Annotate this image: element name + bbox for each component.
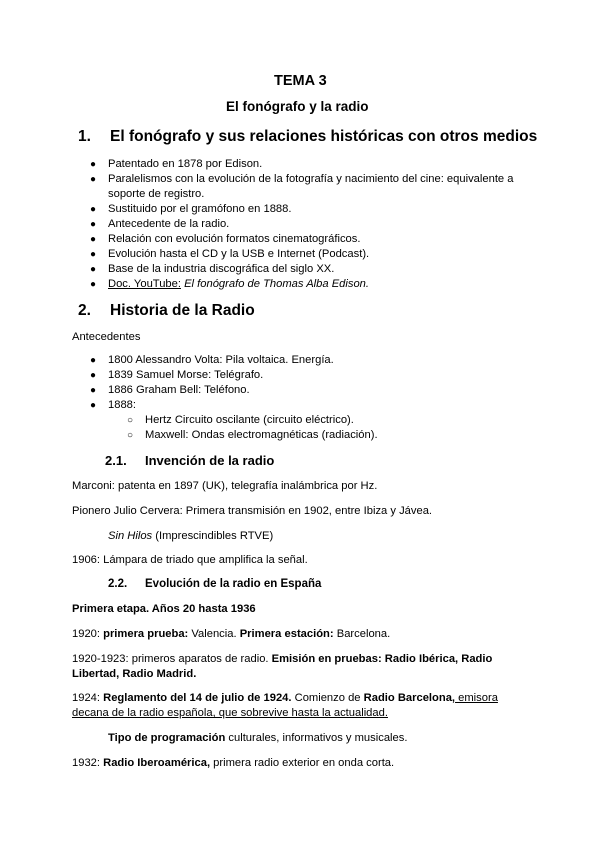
bullet-icon: ● <box>90 174 97 185</box>
tema-heading: TEMA 3 <box>274 73 327 89</box>
paragraph-1924: 1924: Reglamento del 14 de julio de 1924. Comienzo de Radio Barcelona, emisora <box>72 692 498 704</box>
cervera-paragraph: Pionero Julio Cervera: Primera transmisión en 1902, entre Ibiza y Jávea. <box>72 505 433 517</box>
section-2-title: Historia de la Radio <box>110 302 255 319</box>
section-1-title: El fonógrafo y sus relaciones históricas con otros medios <box>110 128 538 145</box>
circle-bullet-icon: ○ <box>127 415 134 426</box>
doc-title: El fonógrafo de Thomas Alba Edison. <box>184 278 370 290</box>
bullet-icon: ● <box>90 249 97 260</box>
bullet-icon: ● <box>90 159 97 170</box>
sin-hilos-title: Sin Hilos <box>108 530 153 542</box>
section-2-2-title: Evolución de la radio en España <box>145 578 322 590</box>
paragraph-1920-1923-cont: Libertad, Radio Madrid. <box>72 668 197 680</box>
sin-hilos-paragraph <box>108 529 273 544</box>
section-2-2-number: 2.2. <box>108 578 128 590</box>
bullet-icon: ● <box>90 370 97 381</box>
bullet-icon: ● <box>90 400 97 411</box>
bullet-icon: ● <box>90 234 97 245</box>
primera-etapa-heading: Primera etapa. Años 20 hasta 1936 <box>72 603 256 615</box>
paragraph-1920-1923: 1920-1923: primeros aparatos de radio. Emisión en pruebas: Radio Ibérica, Radio <box>72 653 493 665</box>
lampara-paragraph: 1906: Lámpara de triado que amplifica la señal. <box>72 554 308 566</box>
bullet-icon: ● <box>90 219 97 230</box>
bullet-icon: ● <box>90 355 97 366</box>
bullet-icon: ● <box>90 279 97 290</box>
circle-bullet-icon: ○ <box>127 430 134 441</box>
bullet-icon: ● <box>90 204 97 215</box>
bullet-icon: ● <box>90 385 97 396</box>
paragraph-1932: 1932: Radio Iberoamérica, primera radio exterior en onda corta. <box>72 757 395 769</box>
document-page: TEMA 3 El fonógrafo y la radio 1. El fonógrafo y sus relaciones históricas con otros medios ● Patentado en 1878 por Edison. ● Paralelismos con la evolución de la fotografía y nacimiento del cine: equivalente a soporte de registro. ● Sustituido por el gramófono en 1888. ● Antecedente de la radio. ● Relación con evolución formatos cinematográficos. ● Evolución hasta el CD y la USB e Internet (Podcast). ● Base de la industria discográfica del siglo XX. ● Doc. YouTube: El fonógrafo de Thomas Alba Edison. 2. Historia de la Radio Antecedentes ● 1800 Alessandro Volta: Pila voltaica. Energía. ● 1839 Samuel Morse: Telégrafo. ● 1886 Graham Bell: Teléfono. ● 1888: ○ Hertz Circuito oscilante (circuito eléctrico). ○ Maxwell: Ondas electromagnéticas (radiación). 2.1. Invención de la radio Marconi: patenta en 1897 (UK), telegrafía inalámbrica por Hz. Pionero Julio Cervera: Primera transmisión en 1902, entre Ibiza y Jávea. Sin Hilos (Imprescindibles RTVE) 1906: Lámpara de triado que amplifica la señal. 2.2. Evolución de la radio en España Primera etapa. Años 20 hasta 1936 1920: primera prueba: Valencia. Primera estación: Barcelona. 1920-1923: primeros aparatos de radio. Emisión en pruebas: Radio Ibérica, Radio Libertad, Radio Madrid. 1924: Reglamento del 14 de julio de 1924. Comienzo de Radio Barcelona, emisora decana de la radio española, que sobrevive hasta la actualidad. Tipo de programación culturales, informativos y musicales. 1932: Radio Iberoamérica, primera radio exterior en onda corta. <box>72 73 538 769</box>
sin-hilos-source: (Imprescindibles RTVE) <box>152 530 274 542</box>
paragraph-1920: 1920: primera prueba: Valencia. Primera estación: Barcelona. <box>72 628 391 640</box>
list-item-continuation: soporte de registro. <box>108 188 205 200</box>
section-2-1-number: 2.1. <box>105 453 127 468</box>
marconi-paragraph: Marconi: patenta en 1897 (UK), telegrafía inalámbrica por Hz. <box>72 480 378 492</box>
antecedentes-label: Antecedentes <box>72 331 141 343</box>
youtube-doc-link[interactable]: Doc. YouTube: <box>108 278 181 290</box>
paragraph-1924-cont: decana de la radio española, que sobrevive hasta la actualidad. <box>72 707 388 719</box>
programacion-paragraph: Tipo de programación culturales, informativos y musicales. <box>108 732 408 744</box>
section-2-number: 2. <box>78 302 91 319</box>
section-2-1-title: Invención de la radio <box>145 453 275 468</box>
bullet-icon: ● <box>90 264 97 275</box>
document-subtitle: El fonógrafo y la radio <box>226 99 369 114</box>
section-1-number: 1. <box>78 128 91 145</box>
